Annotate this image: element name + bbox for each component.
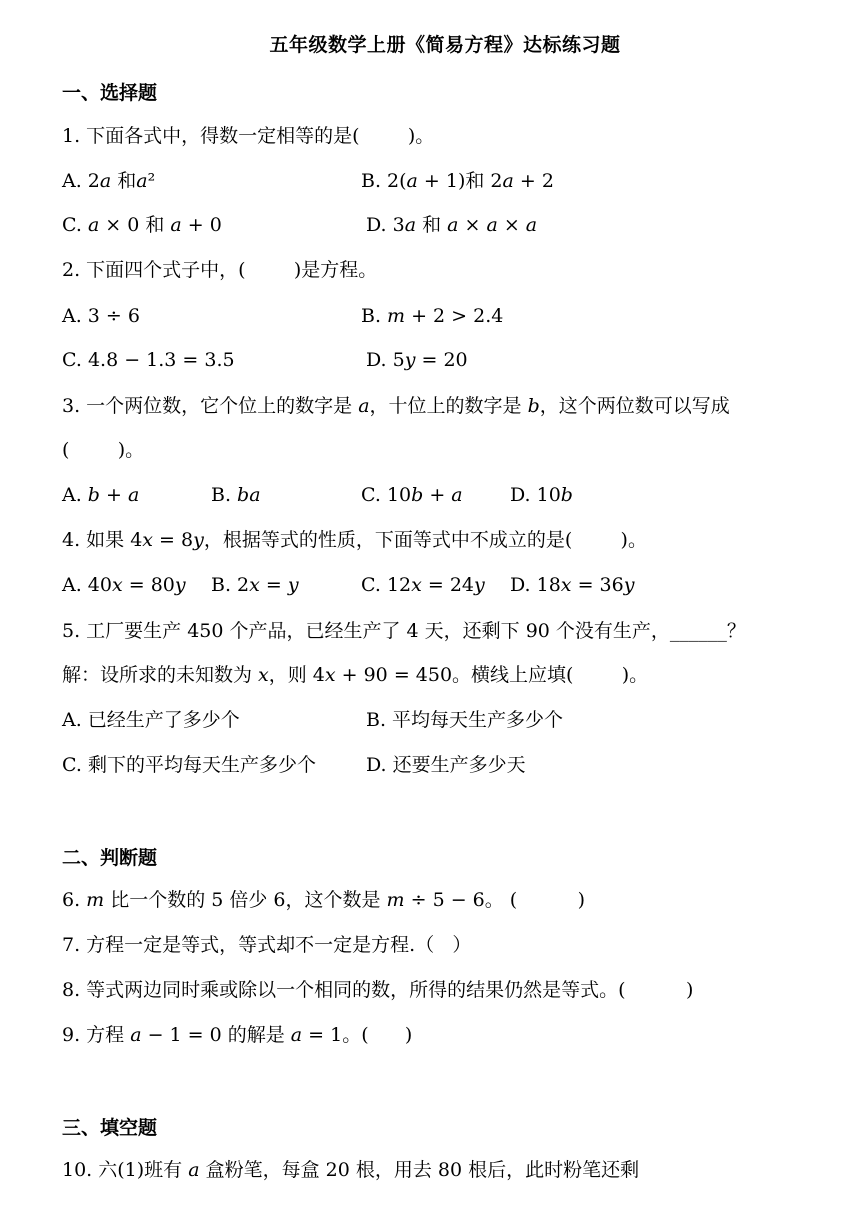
question-4-option-d: D. 18𝑥 = 36𝑦: [510, 574, 635, 596]
question-1-stem: 1. 下面各式中，得数一定相等的是( )。: [62, 125, 435, 147]
question-4-option-b: B. 2𝑥 = 𝑦: [211, 574, 299, 596]
question-10: 10. 六(1)班有 𝑎 盒粉笔，每盒 20 根，用去 80 根后，此时粉笔还剩: [62, 1159, 640, 1181]
question-3-option-c: C. 10𝑏 + 𝑎: [361, 484, 463, 506]
question-1-option-c: C. 𝑎 × 0 和 𝑎 + 0: [62, 214, 222, 236]
question-5-stem-line-2: 解：设所求的未知数为 𝑥，则 4𝑥 + 90 = 450。横线上应填( )。: [62, 664, 649, 686]
section-heading-fill-blank: 三、填空题: [62, 1117, 158, 1139]
question-2-stem: 2. 下面四个式子中，( )是方程。: [62, 259, 378, 281]
question-1-option-d: D. 3𝑎 和 𝑎 × 𝑎 × 𝑎: [366, 214, 538, 236]
question-5-option-b: B. 平均每天生产多少个: [366, 709, 564, 731]
question-2-option-d: D. 5𝑦 = 20: [366, 349, 468, 371]
question-1-option-b: B. 2(𝑎 + 1)和 2𝑎 + 2: [361, 170, 554, 192]
question-9: 9. 方程 𝑎 − 1 = 0 的解是 𝑎 = 1。( ): [62, 1024, 413, 1046]
question-3-option-a: A. 𝑏 + 𝑎: [62, 484, 140, 506]
question-5-option-d: D. 还要生产多少天: [366, 754, 526, 776]
question-2-option-b: B. 𝑚 + 2 > 2.4: [361, 305, 504, 327]
question-3-stem-line-2: ( )。: [62, 439, 145, 461]
question-3-stem-line-1: 3. 一个两位数，它个位上的数字是 𝑎，十位上的数字是 𝑏，这个两位数可以写成: [62, 395, 730, 417]
question-4-option-c: C. 12𝑥 = 24𝑦: [361, 574, 485, 596]
section-heading-choice: 一、选择题: [62, 82, 158, 104]
question-3-option-d: D. 10𝑏: [510, 484, 573, 506]
question-5-stem-line-1: 5. 工厂要生产 450 个产品，已经生产了 4 天，还剩下 90 个没有生产，______？: [62, 620, 746, 642]
question-2-option-c: C. 4.8 − 1.3 = 3.5: [62, 349, 235, 371]
question-4-option-a: A. 40𝑥 = 80𝑦: [62, 574, 186, 596]
question-3-option-b: B. 𝑏𝑎: [211, 484, 261, 506]
question-5-option-a: A. 已经生产了多少个: [62, 709, 240, 731]
section-heading-true-false: 二、判断题: [62, 847, 158, 869]
question-2-option-a: A. 3 ÷ 6: [62, 305, 140, 327]
question-8: 8. 等式两边同时乘或除以一个相同的数，所得的结果仍然是等式。( ): [62, 979, 694, 1001]
question-7: 7. 方程一定是等式，等式却不一定是方程.（ ）: [62, 934, 472, 956]
question-4-stem: 4. 如果 4𝑥 = 8𝑦，根据等式的性质，下面等式中不成立的是( )。: [62, 529, 647, 551]
question-5-option-c: C. 剩下的平均每天生产多少个: [62, 754, 316, 776]
page-title: 五年级数学上册《简易方程》达标练习题: [269, 34, 621, 56]
question-6: 6. 𝑚 比一个数的 5 倍少 6，这个数是 𝑚 ÷ 5 − 6。 ( ): [62, 889, 586, 911]
question-1-option-a: A. 2𝑎 和𝑎²: [62, 170, 156, 192]
